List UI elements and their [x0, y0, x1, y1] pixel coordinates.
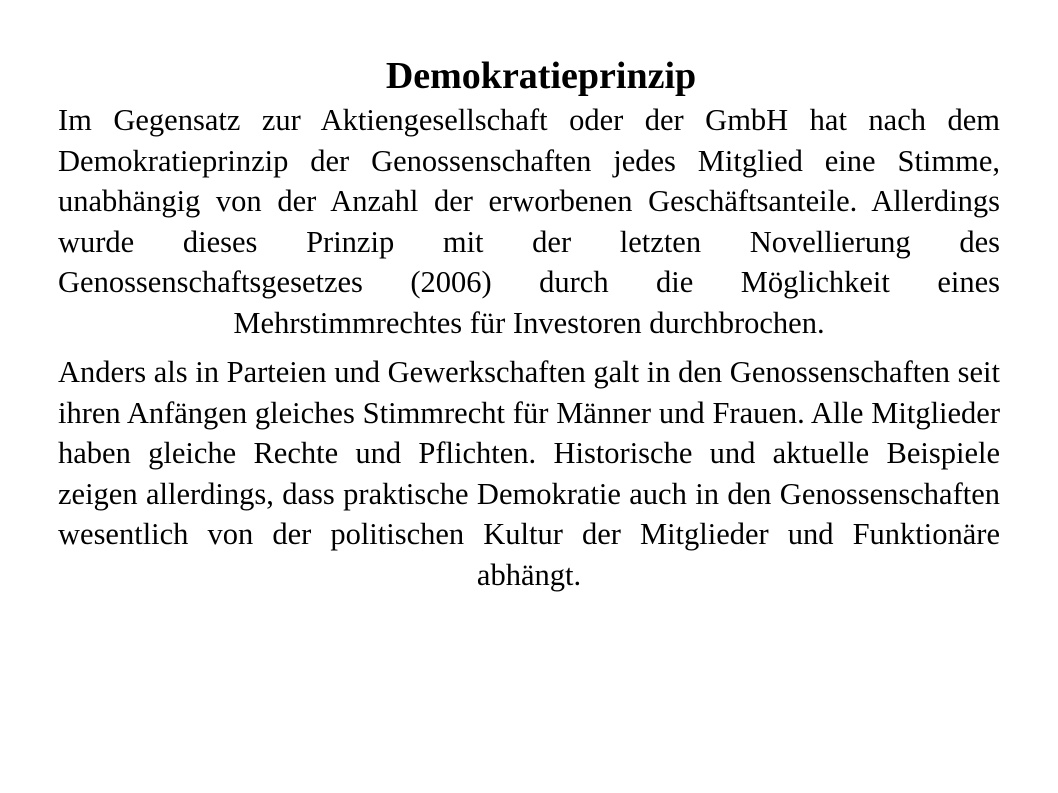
body-paragraph-2: Anders als in Parteien und Gewerkschaften galt in den Genossenschaften seit ihren Anfängen gleiches Stimmrecht für Männer und Frauen. Alle Mitglieder haben gleiche Rechte und Pflichten. Historische und aktuelle Beispiele zeigen allerdings, dass praktische Demokratie auch in den Genossenschaften wesentlich von der politischen Kultur der Mitglieder und Funktionäre abhängt. [58, 355, 1000, 592]
body-paragraph-1: Im Gegensatz zur Aktiengesellschaft oder der GmbH hat nach dem Demokratieprinzip der Genossenschaften jedes Mitglied eine Stimme, unabhängig von der Anzahl der erworbenen Geschäftsanteile. Allerdings wurde dieses Prinzip mit der letzten Novellierung des Genossenschaftsgesetzes (2006) durch die Möglichkeit eines Mehrstimmrechtes für Investoren durchbrochen. [58, 103, 1000, 340]
slide-title: Demokratieprinzip [385, 55, 697, 97]
